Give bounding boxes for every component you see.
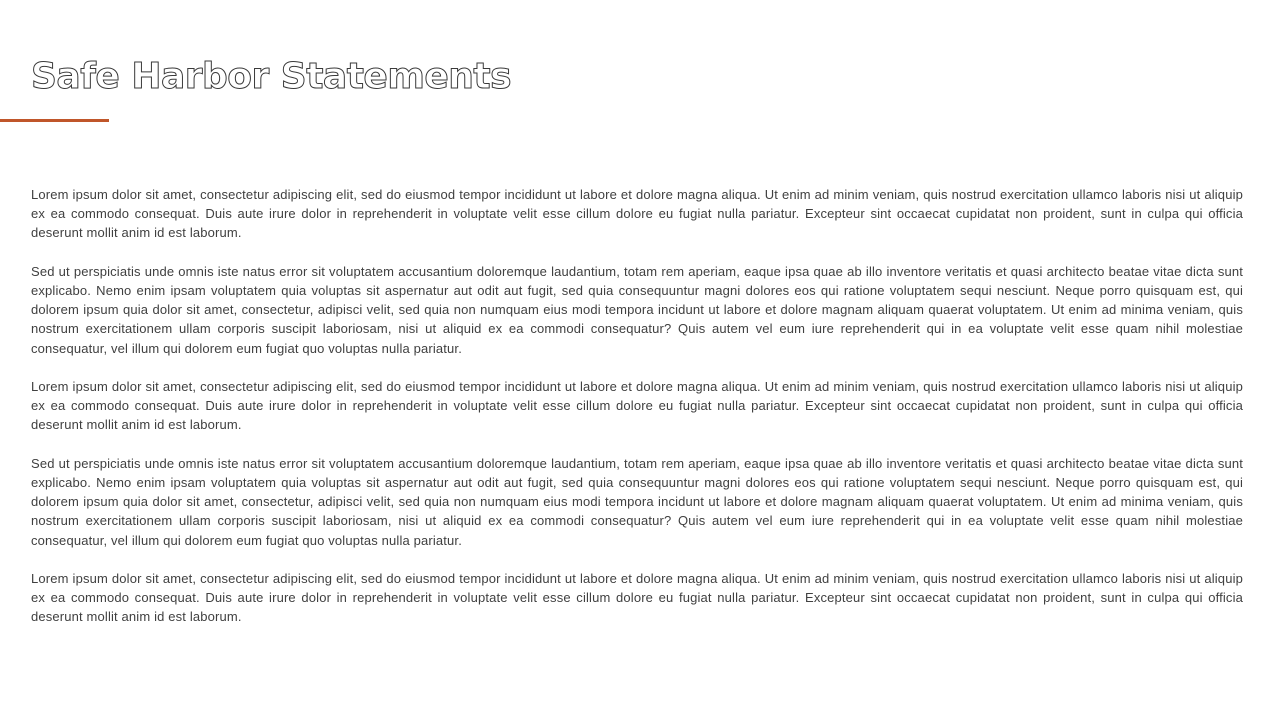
body-paragraph: Sed ut perspiciatis unde omnis iste natus error sit voluptatem accusantium doloremque laudantium, totam rem aperiam, eaque ipsa quae ab illo inventore veritatis et quasi architecto beatae vitae dicta sunt explicabo. Nemo enim ipsam voluptatem quia voluptas sit aspernatur aut odit aut fugit, sed quia consequuntur magni dolores eos qui ratione voluptatem sequi nesciunt. Neque porro quisquam est, qui dolorem ipsum quia dolor sit amet, consectetur, adipisci velit, sed quia non numquam eius modi tempora incidunt ut labore et dolore magnam aliquam quaerat voluptatem. Ut enim ad minima veniam, quis nostrum exercitationem ullam corporis suscipit laboriosam, nisi ut aliquid ex ea commodi consequatur? Quis autem vel eum iure reprehenderit qui in ea voluptate velit esse quam nihil molestiae consequatur, vel illum qui dolorem eum fugiat quo voluptas nulla pariatur. xyxy=(31,263,1243,356)
slide-title: Safe Harbor Statements xyxy=(31,56,512,97)
body-paragraph: Lorem ipsum dolor sit amet, consectetur adipiscing elit, sed do eiusmod tempor incididunt ut labore et dolore magna aliqua. Ut enim ad minim veniam, quis nostrud exercitation ullamco laboris nisi ut aliquip ex ea commodo consequat. Duis aute irure dolor in reprehenderit in voluptate velit esse cillum dolore eu fugiat nulla pariatur. Excepteur sint occaecat cupidatat non proident, sunt in culpa qui officia deserunt mollit anim id est laborum. xyxy=(31,379,1243,433)
body-text xyxy=(31,185,1243,646)
body-paragraph: Lorem ipsum dolor sit amet, consectetur adipiscing elit, sed do eiusmod tempor incididunt ut labore et dolore magna aliqua. Ut enim ad minim veniam, quis nostrud exercitation ullamco laboris nisi ut aliquip ex ea commodo consequat. Duis aute irure dolor in reprehenderit in voluptate velit esse cillum dolore eu fugiat nulla pariatur. Excepteur sint occaecat cupidatat non proident, sunt in culpa qui officia deserunt mollit anim id est laborum. xyxy=(31,571,1243,625)
body-paragraph: Sed ut perspiciatis unde omnis iste natus error sit voluptatem accusantium doloremque laudantium, totam rem aperiam, eaque ipsa quae ab illo inventore veritatis et quasi architecto beatae vitae dicta sunt explicabo. Nemo enim ipsam voluptatem quia voluptas sit aspernatur aut odit aut fugit, sed quia consequuntur magni dolores eos qui ratione voluptatem sequi nesciunt. Neque porro quisquam est, qui dolorem ipsum quia dolor sit amet, consectetur, adipisci velit, sed quia non numquam eius modi tempora incidunt ut labore et dolore magnam aliquam quaerat voluptatem. Ut enim ad minima veniam, quis nostrum exercitationem ullam corporis suscipit laboriosam, nisi ut aliquid ex ea commodi consequatur? Quis autem vel eum iure reprehenderit qui in ea voluptate velit esse quam nihil molestiae consequatur, vel illum qui dolorem eum fugiat quo voluptas nulla pariatur. xyxy=(31,455,1243,548)
title-accent-rule xyxy=(0,119,109,122)
body-paragraph: Lorem ipsum dolor sit amet, consectetur adipiscing elit, sed do eiusmod tempor incididunt ut labore et dolore magna aliqua. Ut enim ad minim veniam, quis nostrud exercitation ullamco laboris nisi ut aliquip ex ea commodo consequat. Duis aute irure dolor in reprehenderit in voluptate velit esse cillum dolore eu fugiat nulla pariatur. Excepteur sint occaecat cupidatat non proident, sunt in culpa qui officia deserunt mollit anim id est laborum. xyxy=(31,187,1243,241)
